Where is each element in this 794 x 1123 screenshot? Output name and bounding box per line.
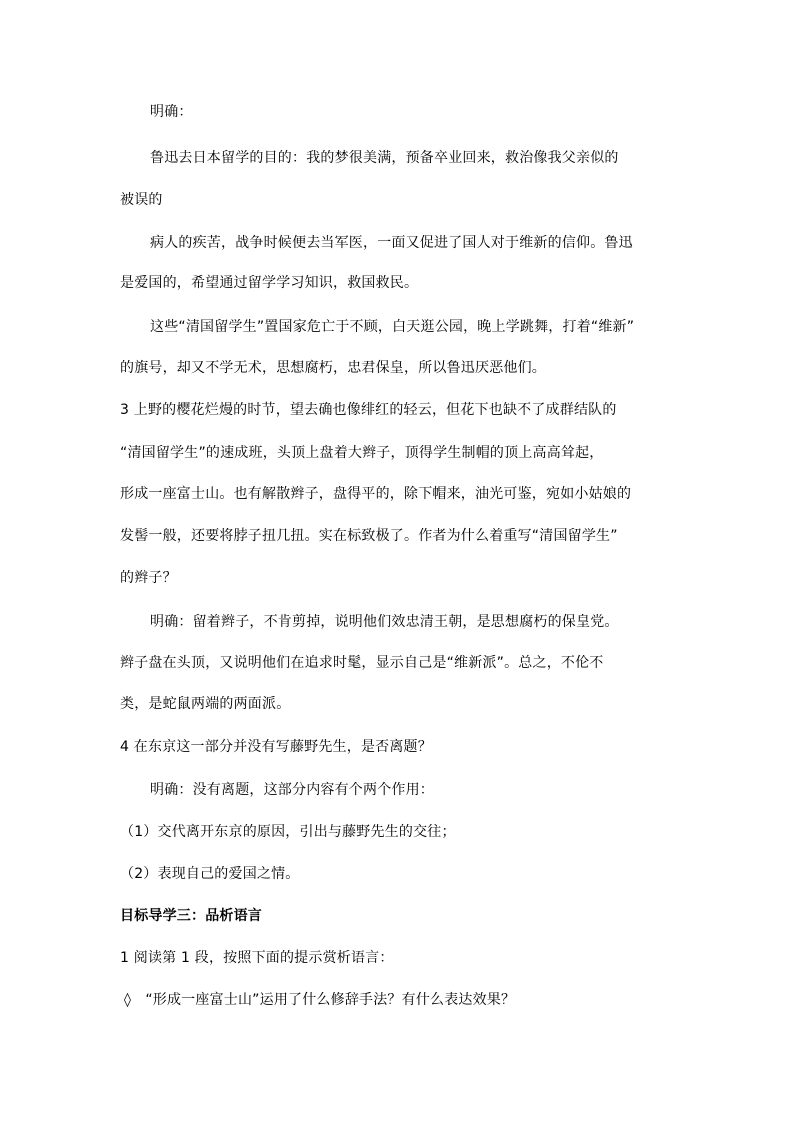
paragraph-line: 的辫子？ [120, 570, 177, 586]
paragraph-line: 发髻一般，还要将脖子扭几扭。实在标致极了。作者为什么着重写“清国留学生” [120, 528, 618, 544]
paragraph-line: 形成一座富士山。也有解散辫子，盘得平的，除下帽来，油光可鉴，宛如小姑娘的 [120, 486, 632, 502]
paragraph-line: 明确：留着辫子，不肯剪掉，说明他们效忠清王朝，是思想腐朽的保皇党。 [150, 614, 619, 630]
paragraph-line: 被误的 [120, 192, 163, 208]
paragraph-line: 的旗号，却又不学无术，思想腐朽，忠君保皇，所以鲁迅厌恶他们。 [120, 360, 546, 376]
paragraph-line: （1）交代离开东京的原因，引出与藤野先生的交往； [120, 824, 456, 840]
paragraph-line: 是爱国的，希望通过留学学习知识，救国救民。 [120, 275, 419, 291]
paragraph-line: 鲁迅去日本留学的目的：我的梦很美满，预备卒业回来，救治像我父亲似的 [150, 150, 619, 166]
bullet-question: ◊ “形成一座富士山”运用了什么修辞手法？有什么表达效果？ [124, 992, 516, 1008]
paragraph-line: （2）表现自己的爱国之情。 [120, 866, 300, 882]
section-heading: 目标导学三：品析语言 [120, 908, 262, 924]
paragraph-line: 明确：没有离题，这部分内容有个两个作用： [150, 782, 434, 798]
paragraph-line: 3 上野的樱花烂熳的时节，望去确也像绯红的轻云，但花下也缺不了成群结队的 [120, 402, 617, 418]
paragraph-line: 类，是蛇鼠两端的两面派。 [120, 696, 291, 712]
paragraph-line: 辫子盘在头顶，又说明他们在追求时髦，显示自己是“维新派”。总之，不伦不 [120, 655, 604, 671]
paragraph-line: 病人的疾苦，战争时候便去当军医，一面又促进了国人对于维新的信仰。鲁迅 [150, 235, 633, 251]
paragraph-line: 4 在东京这一部分并没有写藤野先生，是否离题？ [120, 739, 432, 755]
paragraph-line: 这些“清国留学生”置国家危亡于不顾，白天逛公园，晚上学跳舞，打着“维新” [150, 319, 635, 335]
paragraph-line: “清国留学生”的速成班，头顶上盘着大辫子，顶得学生制帽的顶上高高耸起， [120, 445, 604, 461]
paragraph-line: 明确： [150, 104, 193, 120]
paragraph-line: 1 阅读第 1 段，按照下面的提示赏析语言： [120, 950, 394, 966]
